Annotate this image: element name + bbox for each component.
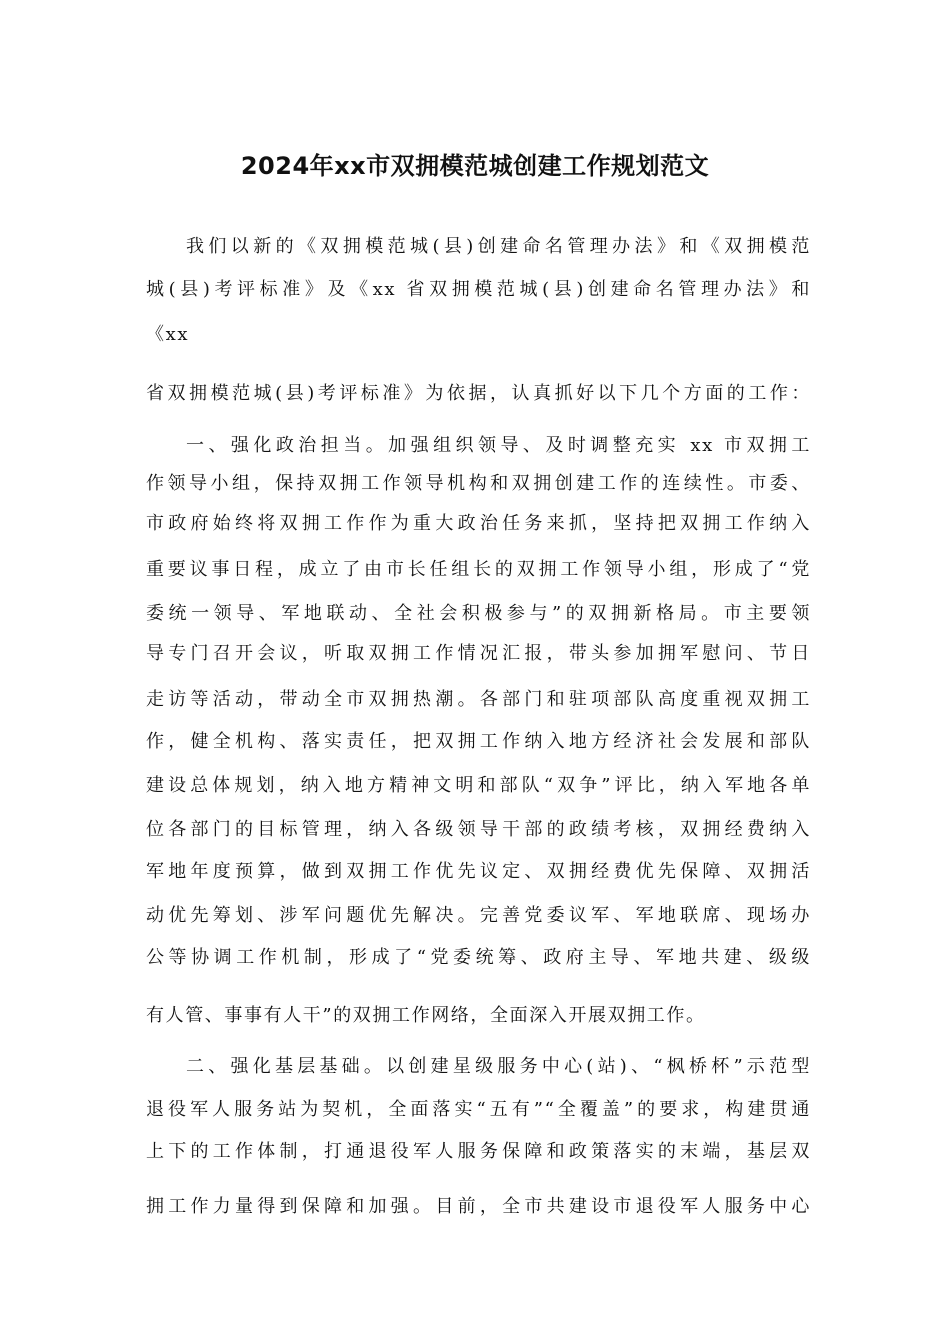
paragraph-line: 退役军人服务站为契机，全面落实“五有”“全覆盖”的要求，构建贯通 [146, 1099, 811, 1120]
paragraph-line: 作，健全机构、落实责任，把双拥工作纳入地方经济社会发展和部队 [146, 731, 811, 752]
paragraph-line: 市政府始终将双拥工作作为重大政治任务来抓，坚持把双拥工作纳入 [146, 513, 811, 534]
paragraph-line: 军地年度预算，做到双拥工作优先议定、双拥经费优先保障、双拥活 [146, 861, 811, 882]
paragraph-line: 作领导小组，保持双拥工作领导机构和双拥创建工作的连续性。市委、 [146, 473, 811, 494]
paragraph-line: 有人管、事事有人干”的双拥工作网络，全面深入开展双拥工作。 [146, 1005, 706, 1026]
document-title: 2024年xx市双拥模范城创建工作规划范文 [240, 152, 710, 180]
paragraph-line: 一、强化政治担当。加强组织领导、及时调整充实 xx 市双拥工 [186, 435, 811, 456]
paragraph-line: 二、强化基层基础。以创建星级服务中心(站)、“枫桥杯”示范型 [186, 1056, 811, 1077]
paragraph-line: 动优先筹划、涉军问题优先解决。完善党委议军、军地联席、现场办 [146, 905, 811, 926]
paragraph-line: 城(县)考评标准》及《xx 省双拥模范城(县)创建命名管理办法》和 [146, 279, 811, 300]
paragraph-line: 重要议事日程，成立了由市长任组长的双拥工作领导小组，形成了“党 [146, 559, 811, 580]
paragraph-line: 委统一领导、军地联动、全社会积极参与”的双拥新格局。市主要领 [146, 603, 811, 624]
paragraph-line: 走访等活动，带动全市双拥热潮。各部门和驻项部队高度重视双拥工 [146, 689, 811, 710]
paragraph-line: 位各部门的目标管理，纳入各级领导干部的政绩考核，双拥经费纳入 [146, 819, 811, 840]
paragraph-line: 《xx [146, 324, 190, 345]
paragraph-line: 省双拥模范城(县)考评标准》为依据，认真抓好以下几个方面的工作： [146, 383, 811, 404]
paragraph-line: 公等协调工作机制，形成了“党委统筹、政府主导、军地共建、级级 [146, 947, 811, 968]
paragraph-line: 上下的工作体制，打通退役军人服务保障和政策落实的末端，基层双 [146, 1141, 811, 1162]
paragraph-line: 拥工作力量得到保障和加强。目前，全市共建设市退役军人服务中心 [146, 1196, 811, 1217]
paragraph-line: 我们以新的《双拥模范城(县)创建命名管理办法》和《双拥模范 [186, 236, 811, 257]
paragraph-line: 建设总体规划，纳入地方精神文明和部队“双争”评比，纳入军地各单 [146, 775, 811, 796]
paragraph-line: 导专门召开会议，听取双拥工作情况汇报，带头参加拥军慰问、节日 [146, 643, 811, 664]
